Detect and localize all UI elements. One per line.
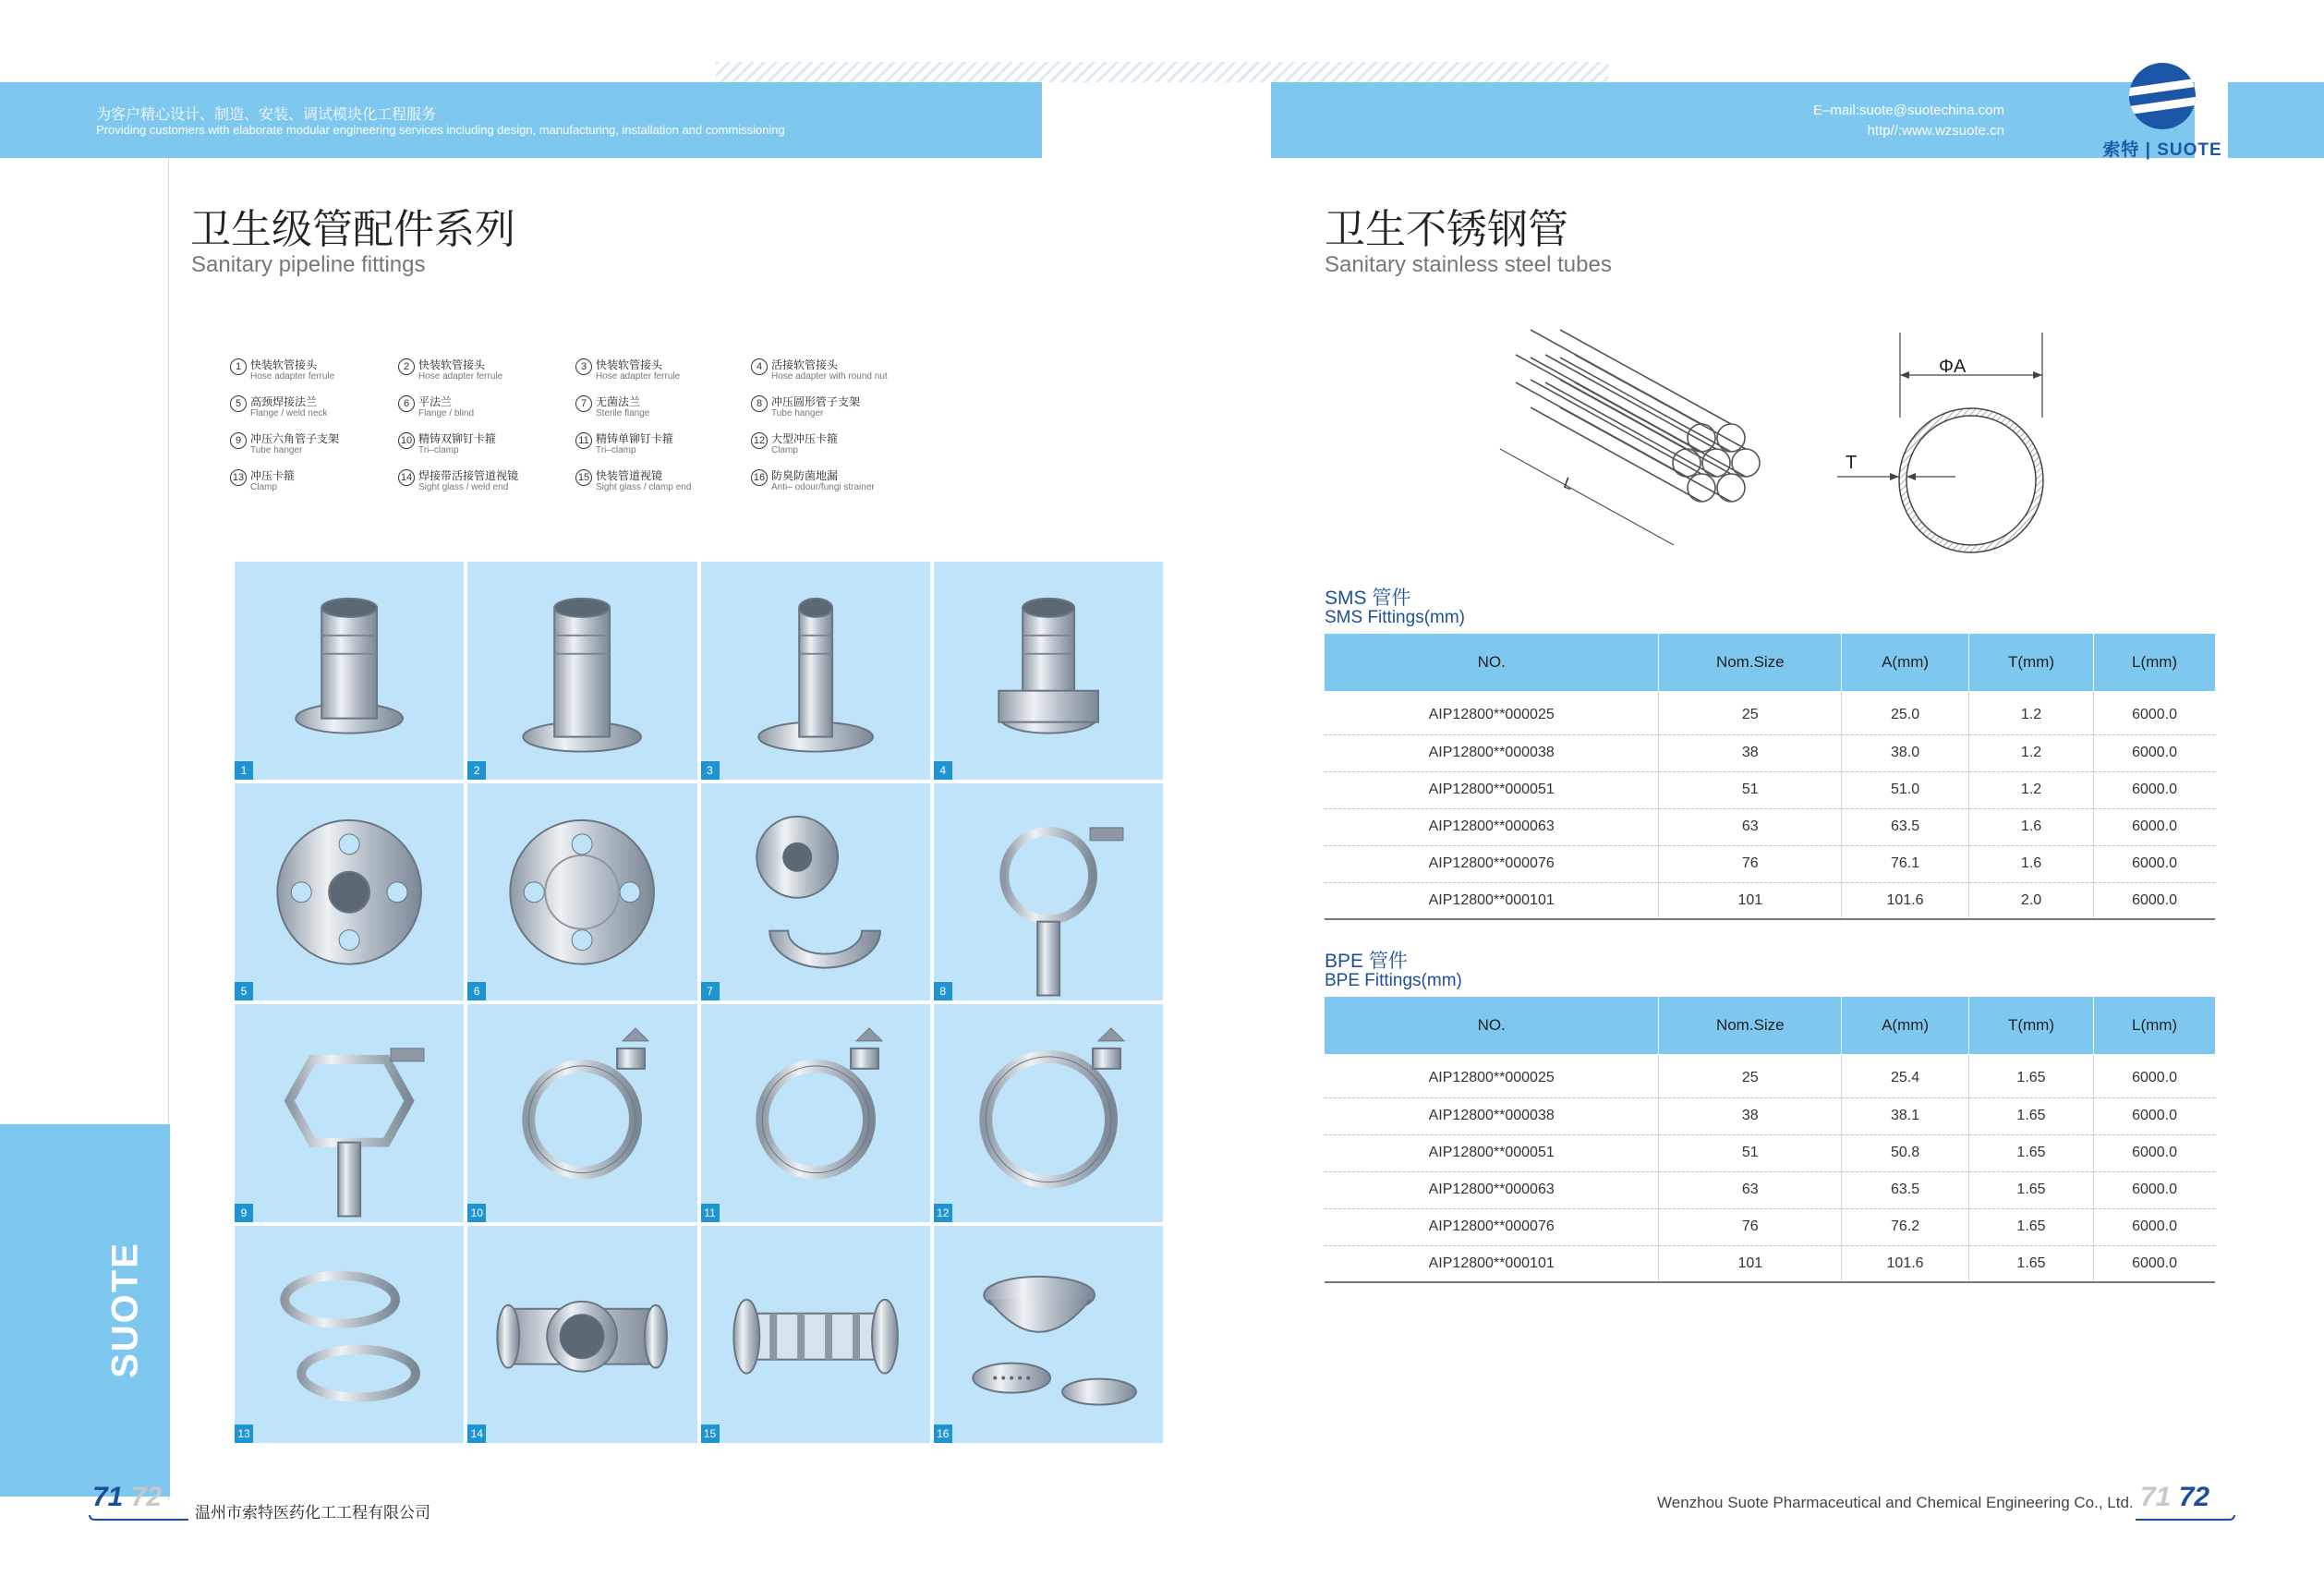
contact-website[interactable]: http//:www.wzsuote.cn <box>1867 123 2004 139</box>
legend-label-cn: 平法兰 <box>418 395 453 408</box>
slogan-cn: 为客户精心设计、制造、安装、调试模块化工程服务 <box>96 107 437 123</box>
table-cell: 38.0 <box>1842 734 1969 771</box>
diameter-label: ΦA <box>1939 357 1967 377</box>
table-cell: 76.1 <box>1842 845 1969 882</box>
blind-flange-icon <box>467 783 696 1001</box>
table-cell: 6000.0 <box>2094 808 2215 845</box>
photo-number: 15 <box>701 1424 720 1443</box>
table-cell: 6000.0 <box>2094 1171 2215 1208</box>
legend-label-en: Sight glass / clamp end <box>596 482 692 492</box>
hex-tube-hanger-icon <box>235 1004 464 1222</box>
column-header: A(mm) <box>1842 634 1969 691</box>
fittings-photo-grid <box>235 562 1163 1443</box>
legend-item <box>230 469 398 498</box>
legend-label-en: Flange / weld neck <box>250 408 328 418</box>
photo-number: 11 <box>701 1204 720 1222</box>
column-header: T(mm) <box>1968 997 2093 1054</box>
photo-number: 3 <box>701 761 720 780</box>
side-tab-label: SUOTE <box>104 1242 146 1378</box>
column-header: Nom.Size <box>1659 997 1842 1054</box>
product-photo-15 <box>701 1226 930 1444</box>
table-cell: AIP12800**000076 <box>1325 845 1659 882</box>
double-pin-clamp-icon <box>467 1004 696 1222</box>
legend-label-cn: 冲压卡箍 <box>250 469 296 482</box>
photo-number: 16 <box>934 1424 952 1443</box>
product-photo-1 <box>235 562 464 780</box>
column-header: L(mm) <box>2094 634 2215 691</box>
right-title-cn: 卫生不锈钢管 <box>1325 207 1568 252</box>
table-cell: AIP12800**000038 <box>1325 734 1659 771</box>
legend-item <box>230 395 398 424</box>
photo-number: 9 <box>235 1204 253 1222</box>
table-row <box>1325 1097 2215 1134</box>
table-cell: 51 <box>1659 771 1842 808</box>
legend-item <box>398 469 575 498</box>
column-header: NO. <box>1325 634 1659 691</box>
table-cell: 1.65 <box>1968 1171 2093 1208</box>
product-photo-8 <box>934 783 1163 1001</box>
table-cell: AIP12800**000063 <box>1325 1171 1659 1208</box>
legend-label-en: Sterile flange <box>596 408 650 418</box>
photo-number: 8 <box>934 982 952 1000</box>
tube-bundle-drawing <box>1489 320 1775 556</box>
sms-title-cn: SMS 管件 <box>1325 588 1411 609</box>
legend-label-cn: 精铸单铆钉卡箍 <box>596 432 674 445</box>
legend-number: 10 <box>398 432 415 449</box>
hose-adapter-ferrule-icon <box>467 562 696 780</box>
table-cell: AIP12800**000063 <box>1325 808 1659 845</box>
photo-number: 4 <box>934 761 952 780</box>
legend-item <box>230 432 398 461</box>
table-cell: 6000.0 <box>2094 882 2215 919</box>
table-cell: 1.65 <box>1968 1054 2093 1097</box>
table-cell: 1.2 <box>1968 734 2093 771</box>
table-cell: 38.1 <box>1842 1097 1969 1134</box>
logo-wordmark: 索特 | SUOTE <box>2102 140 2222 160</box>
product-photo-6 <box>467 783 696 1001</box>
suote-logo-icon <box>2129 63 2196 129</box>
sterile-flange-icon <box>701 783 930 1001</box>
photo-number: 1 <box>235 761 253 780</box>
legend-number: 9 <box>230 432 247 449</box>
legend-number: 1 <box>230 358 247 375</box>
table-cell: 101.6 <box>1842 882 1969 919</box>
table-cell: 25 <box>1659 1054 1842 1097</box>
header-band-edge <box>2228 82 2324 158</box>
table-row <box>1325 734 2215 771</box>
legend-item <box>751 469 950 498</box>
column-header: T(mm) <box>1968 634 2093 691</box>
legend-label-en: Anti– odour/fungi strainer <box>771 482 875 492</box>
legend-number: 13 <box>230 469 247 486</box>
legend-item <box>751 432 950 461</box>
legend-label-en: Tri–clamp <box>596 445 636 455</box>
table-cell: 101.6 <box>1842 1245 1969 1282</box>
sms-title-en: SMS Fittings(mm) <box>1325 608 1465 627</box>
legend-item <box>398 432 575 461</box>
table-cell: AIP12800**000038 <box>1325 1097 1659 1134</box>
legend-number: 14 <box>398 469 415 486</box>
table-cell: 1.2 <box>1968 771 2093 808</box>
hose-adapter-ferrule-icon <box>701 562 930 780</box>
left-title-en: Sanitary pipeline fittings <box>191 252 426 277</box>
legend-label-en: Clamp <box>250 482 277 492</box>
photo-number: 6 <box>467 982 486 1000</box>
table-cell: 6000.0 <box>2094 691 2215 734</box>
legend-label-cn: 快装软管接头 <box>418 358 486 371</box>
header-hatch-decoration <box>716 62 1608 82</box>
table-cell: 1.65 <box>1968 1208 2093 1245</box>
legend-label-cn: 大型冲压卡箍 <box>771 432 839 445</box>
photo-number: 14 <box>467 1424 486 1443</box>
table-row <box>1325 1245 2215 1282</box>
table-cell: 51.0 <box>1842 771 1969 808</box>
table-row <box>1325 845 2215 882</box>
legend-number: 7 <box>575 395 592 412</box>
photo-number: 2 <box>467 761 486 780</box>
bpe-title-en: BPE Fittings(mm) <box>1325 971 1462 990</box>
product-photo-4 <box>934 562 1163 780</box>
table-cell: 6000.0 <box>2094 734 2215 771</box>
length-label: L <box>1561 473 1576 494</box>
table-cell: AIP12800**000101 <box>1325 882 1659 919</box>
table-cell: 63.5 <box>1842 1171 1969 1208</box>
legend-item <box>575 469 751 498</box>
product-photo-12 <box>934 1004 1163 1222</box>
legend-number: 11 <box>575 432 592 449</box>
table-cell: 63 <box>1659 1171 1842 1208</box>
legend-number: 8 <box>751 395 768 412</box>
contact-email[interactable]: E–mail:suote@suotechina.com <box>1813 103 2004 118</box>
left-footer-company: 温州市索特医药化工工程有限公司 <box>195 1504 430 1521</box>
left-title-cn: 卫生级管配件系列 <box>190 207 515 252</box>
legend-number: 12 <box>751 432 768 449</box>
legend-number: 3 <box>575 358 592 375</box>
legend-number: 15 <box>575 469 592 486</box>
table-row <box>1325 1134 2215 1171</box>
legend-label-en: Tri–clamp <box>418 445 459 455</box>
product-photo-7 <box>701 783 930 1001</box>
sms-table-heading <box>1325 588 1465 627</box>
legend-label-cn: 快装软管接头 <box>596 358 663 371</box>
right-page-number: 71 72 <box>2140 1482 2210 1512</box>
legend-label-en: Tube hanger <box>250 445 303 455</box>
table-cell: 6000.0 <box>2094 771 2215 808</box>
table-cell: AIP12800**000025 <box>1325 1054 1659 1097</box>
bpe-title-cn: BPE 管件 <box>1325 951 1408 972</box>
sms-fittings-table <box>1325 634 2215 920</box>
legend-label-en: Tube hanger <box>771 408 824 418</box>
stamped-clamp-icon <box>235 1226 464 1444</box>
table-cell: 1.65 <box>1968 1097 2093 1134</box>
table-header-row <box>1325 997 2215 1054</box>
legend-item <box>751 395 950 424</box>
sight-glass-clamp-icon <box>701 1226 930 1444</box>
round-tube-hanger-icon <box>934 783 1163 1001</box>
legend-number: 16 <box>751 469 768 486</box>
product-photo-5 <box>235 783 464 1001</box>
table-cell: 6000.0 <box>2094 845 2215 882</box>
legend-label-cn: 精铸双铆钉卡箍 <box>418 432 497 445</box>
floor-drain-strainer-icon <box>934 1226 1163 1444</box>
table-row <box>1325 1054 2215 1097</box>
single-pin-clamp-icon <box>701 1004 930 1222</box>
legend-number: 2 <box>398 358 415 375</box>
table-cell: 50.8 <box>1842 1134 1969 1171</box>
table-cell: 6000.0 <box>2094 1097 2215 1134</box>
hose-adapter-round-nut-icon <box>934 562 1163 780</box>
table-cell: 25.4 <box>1842 1054 1969 1097</box>
large-clamp-icon <box>934 1004 1163 1222</box>
photo-number: 10 <box>467 1204 486 1222</box>
table-cell: AIP12800**000076 <box>1325 1208 1659 1245</box>
table-header-row <box>1325 634 2215 691</box>
table-cell: 76.2 <box>1842 1208 1969 1245</box>
column-header: NO. <box>1325 997 1659 1054</box>
table-cell: 1.6 <box>1968 808 2093 845</box>
product-photo-9 <box>235 1004 464 1222</box>
table-cell: 1.65 <box>1968 1134 2093 1171</box>
legend-label-cn: 冲压六角管子支架 <box>250 432 340 445</box>
table-cell: AIP12800**000051 <box>1325 771 1659 808</box>
product-photo-16 <box>934 1226 1163 1444</box>
column-header: Nom.Size <box>1659 634 1842 691</box>
thickness-label: T <box>1846 453 1858 473</box>
table-cell: AIP12800**000101 <box>1325 1245 1659 1282</box>
table-row <box>1325 1208 2215 1245</box>
product-photo-13 <box>235 1226 464 1444</box>
product-photo-14 <box>467 1226 696 1444</box>
table-cell: 2.0 <box>1968 882 2093 919</box>
table-cell: 76 <box>1659 845 1842 882</box>
table-row <box>1325 808 2215 845</box>
legend-label-cn: 高颈焊接法兰 <box>250 395 318 408</box>
right-footer-company: Wenzhou Suote Pharmaceutical and Chemical Engineering Co., Ltd. <box>1657 1494 2134 1511</box>
bpe-fittings-table <box>1325 997 2215 1283</box>
table-row <box>1325 771 2215 808</box>
legend-label-cn: 焊接带活接管道视镜 <box>418 469 519 482</box>
left-page-hook <box>89 1515 188 1521</box>
table-cell: 101 <box>1659 882 1842 919</box>
legend-label-cn: 无菌法兰 <box>596 395 641 408</box>
table-cell: 6000.0 <box>2094 1054 2215 1097</box>
suote-logo <box>2102 57 2222 161</box>
table-cell: 6000.0 <box>2094 1134 2215 1171</box>
legend-label-en: Sight glass / weld end <box>418 482 509 492</box>
product-photo-10 <box>467 1004 696 1222</box>
table-cell: AIP12800**000025 <box>1325 691 1659 734</box>
legend-label-en: Hose adapter ferrule <box>250 371 335 382</box>
header-band-right <box>1271 82 2195 158</box>
column-header: L(mm) <box>2094 997 2215 1054</box>
table-row <box>1325 1171 2215 1208</box>
table-cell: 63 <box>1659 808 1842 845</box>
legend-item <box>751 358 950 387</box>
column-header: A(mm) <box>1842 997 1969 1054</box>
legend-number: 4 <box>751 358 768 375</box>
table-cell: 6000.0 <box>2094 1208 2215 1245</box>
legend-number: 5 <box>230 395 247 412</box>
legend-label-en: Flange / blind <box>418 408 475 418</box>
legend-label-en: Hose adapter ferrule <box>418 371 503 382</box>
legend-item <box>398 358 575 387</box>
photo-number: 12 <box>934 1204 952 1222</box>
left-page-number: 71 72 <box>92 1482 163 1512</box>
slogan-en: Providing customers with elaborate modular engineering services including design, manufacturing, installation and commissioning <box>96 123 785 137</box>
table-cell: 38 <box>1659 1097 1842 1134</box>
right-page-hook <box>2136 1515 2235 1521</box>
legend-label-cn: 冲压圆形管子支架 <box>771 395 861 408</box>
right-title-en: Sanitary stainless steel tubes <box>1325 252 1612 277</box>
photo-number: 5 <box>235 982 253 1000</box>
product-photo-3 <box>701 562 930 780</box>
legend-label-en: Hose adapter ferrule <box>596 371 681 382</box>
legend-item <box>398 395 575 424</box>
legend-item <box>230 358 398 387</box>
product-photo-2 <box>467 562 696 780</box>
table-cell: 1.6 <box>1968 845 2093 882</box>
table-cell: AIP12800**000051 <box>1325 1134 1659 1171</box>
legend-item <box>575 395 751 424</box>
weld-neck-flange-icon <box>235 783 464 1001</box>
photo-number: 13 <box>235 1424 253 1443</box>
table-row <box>1325 882 2215 919</box>
table-cell: 1.65 <box>1968 1245 2093 1282</box>
table-cell: 101 <box>1659 1245 1842 1282</box>
table-row <box>1325 691 2215 734</box>
legend-item <box>575 432 751 461</box>
table-cell: 6000.0 <box>2094 1245 2215 1282</box>
table-cell: 25 <box>1659 691 1842 734</box>
table-cell: 1.2 <box>1968 691 2093 734</box>
legend-label-en: Clamp <box>771 445 798 455</box>
photo-number: 7 <box>701 982 720 1000</box>
legend-label-cn: 快装软管接头 <box>250 358 318 371</box>
table-cell: 38 <box>1659 734 1842 771</box>
legend-item <box>575 358 751 387</box>
table-cell: 63.5 <box>1842 808 1969 845</box>
legend-label-cn: 活接软管接头 <box>771 358 839 371</box>
sight-glass-weld-icon <box>467 1226 696 1444</box>
product-photo-11 <box>701 1004 930 1222</box>
table-cell: 76 <box>1659 1208 1842 1245</box>
table-cell: 51 <box>1659 1134 1842 1171</box>
fittings-legend <box>230 358 950 498</box>
table-cell: 25.0 <box>1842 691 1969 734</box>
legend-label-cn: 防臭防菌地漏 <box>771 469 839 482</box>
legend-label-cn: 快装管道视镜 <box>596 469 663 482</box>
legend-number: 6 <box>398 395 415 412</box>
legend-label-en: Hose adapter with round nut <box>771 371 888 382</box>
bpe-table-heading <box>1325 952 1462 990</box>
hose-adapter-ferrule-icon <box>235 562 464 780</box>
